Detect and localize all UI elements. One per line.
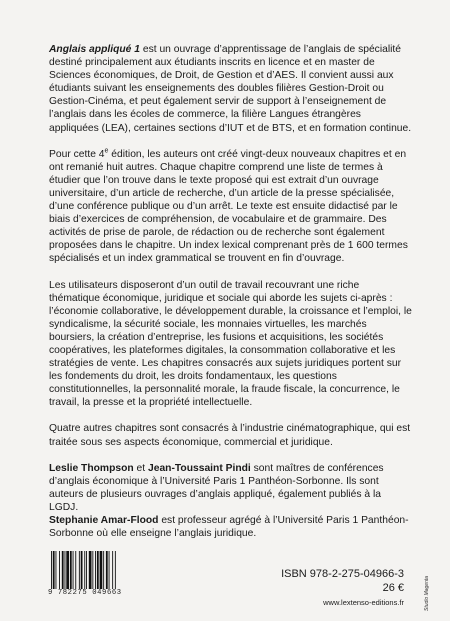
- intro-paragraph: [49, 43, 413, 135]
- author-connector: et: [133, 462, 148, 474]
- barcode: [48, 551, 138, 596]
- barcode-digits: 9 782275 049663: [48, 589, 122, 597]
- edition-paragraph: [49, 148, 413, 266]
- edition-superscript: e: [104, 147, 109, 155]
- isbn: ISBN 978-2-275-04966-3: [281, 568, 404, 580]
- topics-paragraph: Les utilisateurs disposeront d’un outil de travail recouvrant une riche thématique économique, juridique et sociale qui aborde les sujets ci-après : l’économie collaborative, le développement durable, la croissance et l’emploi, le syndicalisme, la sécurité sociale, les monnaies virtuelles, les marchés boursiers, la création d’entreprise, les fusions et acquisitions, les sociétés coopératives, les plateformes digitales, la consommation collaborative et les stratégies de vente. Les chapitres consacrés aux sujets juridiques portent sur les fondements du droit, les droits fondamentaux, les questions constitutionnelles, la personnalité morale, la fraude fiscale, la concurrence, le travail, la presse et la propriété intellectuelle.: [49, 279, 412, 409]
- author-name-thompson: Leslie Thompson: [49, 462, 134, 474]
- intro-text: est un ouvrage d’apprentissage de l’anglais de spécialité destiné principalement aux étudiants inscrits en licence et en master de Sciences économiques, de Droit, de Gestion et d’AES. Il convient aussi aux étudiants suivant les enseignements des doubles filières Gestion-Droit ou Gestion-Cinéma, et peut également servir de support à l’enseignement de l’anglais dans les écoles de commerce, la filière Langues étrangères appliquées (LEA), certaines sections d’IUT et de BTS, et en formation continue.: [49, 44, 412, 134]
- edition-text-start: Pour cette 4: [49, 148, 105, 160]
- authors-paragraph-1: [49, 462, 413, 514]
- barcode-bars: [51, 551, 137, 589]
- back-cover-text: [49, 43, 413, 540]
- isbn-price-block: [204, 567, 404, 595]
- authors-bio: sont maîtres de conférences d’anglais économique à l’Université Paris 1 Panthéon-Sorbonne. Ils sont auteurs de plusieurs ouvrages d’anglais appliqué, également publiés à la LGDJ.: [49, 462, 384, 513]
- studio-credit: Studio Magenta: [424, 575, 430, 611]
- author-name-amar-flood: Stephanie Amar-Flood: [49, 515, 159, 526]
- price: 26 €: [382, 582, 404, 594]
- author-bio-amar-flood: est professeur agrégé à l’Université Paris 1 Panthéon-Sorbonne où elle enseigne l’anglais juridique.: [49, 515, 409, 540]
- edition-text-rest: édition, les auteurs ont créé vingt-deux nouveaux chapitres et en ont remanié huit autres. Chaque chapitre comprend une liste de termes à étudier que l’on trouve dans le texte proposé qui est extrait d’un ouvrage universitaire, d’un article de recherche, d’un article de la presse spécialisée, d’une conférence publique ou d’un arrêt. Le texte est ensuite didactisé par le biais d’exercices de compréhension, de vocabulaire et de grammaire. Des activités de prise de parole, de rédaction ou de recherche sont également proposées dans le chapitre. Un index lexical comprenant près de 1 600 termes spécialisés et un index grammatical se trouvent en fin d’ouvrage.: [49, 148, 408, 265]
- authors-paragraph-2: [49, 514, 413, 540]
- author-name-pindi: Jean-Toussaint Pindi: [148, 462, 251, 474]
- cinema-paragraph: Quatre autres chapitres sont consacrés à l’industrie cinématographique, qui est traitée sous ses aspects économique, commercial et juridique.: [49, 423, 411, 448]
- publisher-website: www.lextenso-editions.fr: [323, 598, 404, 607]
- book-title: Anglais appliqué 1: [49, 44, 140, 55]
